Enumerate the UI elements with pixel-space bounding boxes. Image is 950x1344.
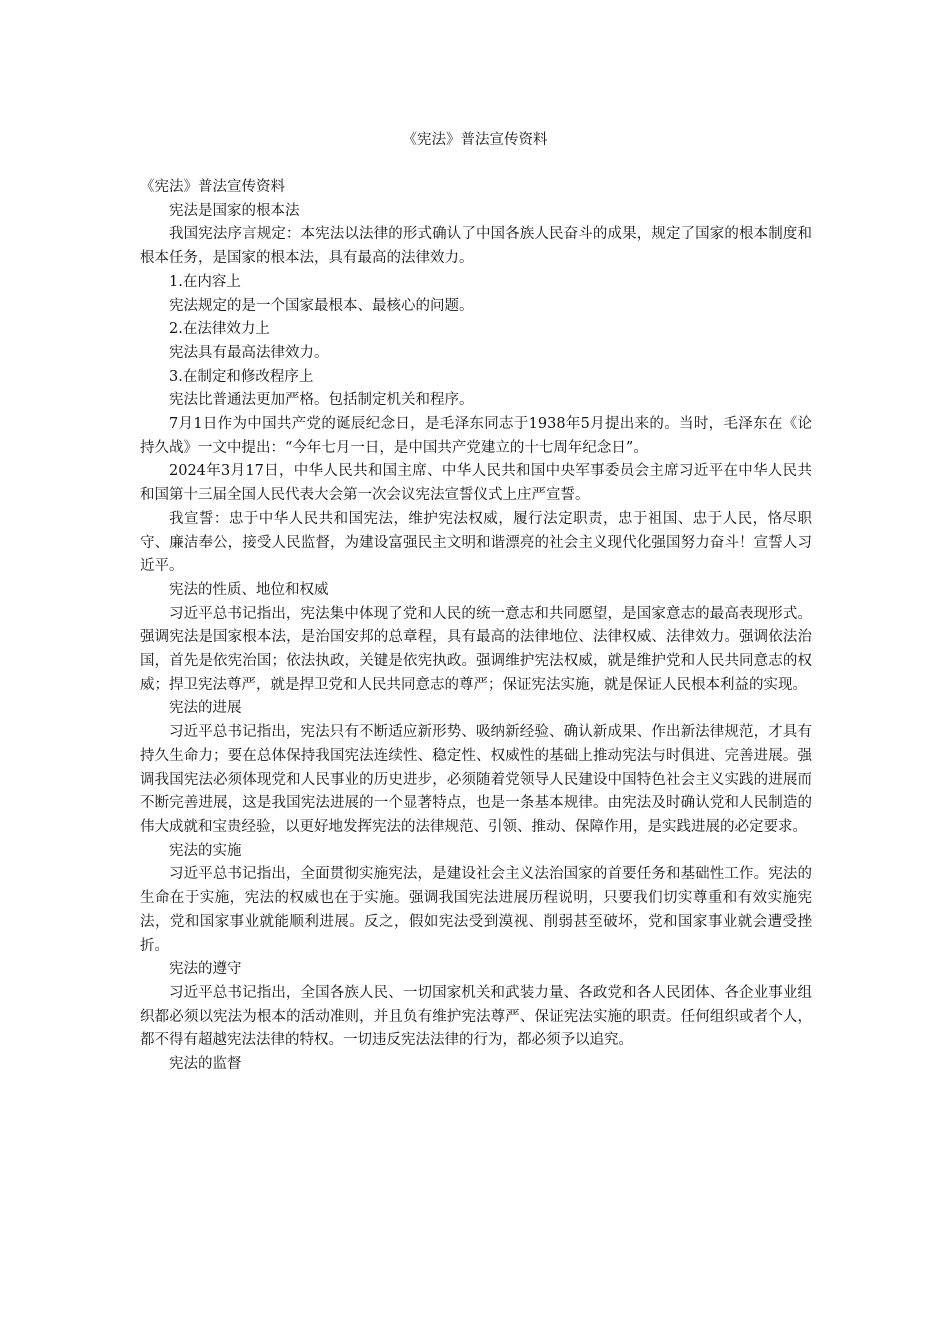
paragraph: 7月1日作为中国共产党的诞辰纪念日，是毛泽东同志于1938年5月提出来的。当时，毛泽东在《论持久战》一文中提出：“今年七月一日，是中国共产党建立的十七周年纪念日”。 <box>140 416 812 456</box>
paragraph: 习近平总书记指出，全国各族人民、一切国家机关和武装力量、各政党和各人民团体、各企业事业组织都必须以宪法为根本的活动准则，并且负有维护宪法尊严、保证宪法实施的职责。任何组织或者个人，都不得有超越宪法法律的特权。一切违反宪法法律的行为，都必须予以追究。 <box>140 984 812 1049</box>
list-heading: 2.在法律效力上 <box>169 321 270 338</box>
paragraph: 2024年3月17日，中华人民共和国主席、中华人民共和国中央军事委员会主席习近平在中华人民共和国第十三届全国人民代表大会第一次会议宪法宣誓仪式上庄严宣誓。 <box>140 463 812 504</box>
section-heading: 宪法的性质、地位和权威 <box>169 581 329 598</box>
paragraph: 宪法规定的是一个国家最根本、最核心的问题。 <box>169 297 474 314</box>
paragraph: 我宣誓：忠于中华人民共和国宪法，维护宪法权威，履行法定职责，忠于祖国、忠于人民，恪尽职守、廉洁奉公，接受人民监督，为建设富强民主文明和谐漂亮的社会主义现代化强国努力奋斗！宣誓人习近平。 <box>140 510 812 575</box>
paragraph: 习近平总书记指出，宪法只有不断适应新形势、吸纳新经验、确认新成果、作出新法律规范，才具有持久生命力；要在总体保持我国宪法连续性、稳定性、权威性的基础上推动宪法与时俱进、完善进展。强调我国宪法必须体现党和人民事业的历史进步，必须随着党领导人民建设中国特色社会主义实践的进展而不断完善进展，这是我国宪法进展的一个显著特点，也是一条基本规律。由宪法及时确认党和人民制造的伟大成就和宝贵经验，以更好地发挥宪法的法律规范、引领、推动、保障作用，是实践进展的必定要求。 <box>140 724 812 835</box>
paragraph: 《宪法》普法宣传资料 <box>140 179 285 195</box>
paragraph: 习近平总书记指出，宪法集中体现了党和人民的统一意志和共同愿望，是国家意志的最高表现形式。强调宪法是国家根本法，是治国安邦的总章程，具有最高的法律地位、法律权威、法律效力。强调依法治国，首先是依宪治国；依法执政，关键是依宪执政。强调维护宪法权威，就是维护党和人民共同意志的权威；捍卫宪法尊严，就是捍卫党和人民共同意志的尊严；保证宪法实施，就是保证人民根本利益的实现。 <box>140 605 812 693</box>
paragraph: 宪法具有最高法律效力。 <box>169 344 329 361</box>
paragraph: 宪法比普通法更加严格。包括制定机关和程序。 <box>169 392 474 409</box>
document-body <box>140 176 812 1077</box>
document-title: 《宪法》普法宣传资料 <box>402 132 548 148</box>
section-heading: 宪法的监督 <box>169 1056 242 1073</box>
list-heading: 1.在内容上 <box>169 273 241 290</box>
section-heading: 宪法是国家的根本法 <box>169 202 300 219</box>
section-heading: 宪法的遵守 <box>169 961 242 978</box>
list-heading: 3.在制定和修改程序上 <box>169 368 314 385</box>
paragraph: 习近平总书记指出，全面贯彻实施宪法，是建设社会主义法治国家的首要任务和基础性工作。宪法的生命在于实施，宪法的权威也在于实施。强调我国宪法进展历程说明，只要我们切实尊重和有效实施宪法，党和国家事业就能顺利进展。反之，假如宪法受到漠视、削弱甚至破坏，党和国家事业就会遭受挫折。 <box>140 866 812 954</box>
section-heading: 宪法的进展 <box>169 700 242 717</box>
paragraph: 我国宪法序言规定：本宪法以法律的形式确认了中国各族人民奋斗的成果，规定了国家的根本制度和根本任务，是国家的根本法，具有最高的法律效力。 <box>140 226 812 267</box>
section-heading: 宪法的实施 <box>169 842 242 859</box>
